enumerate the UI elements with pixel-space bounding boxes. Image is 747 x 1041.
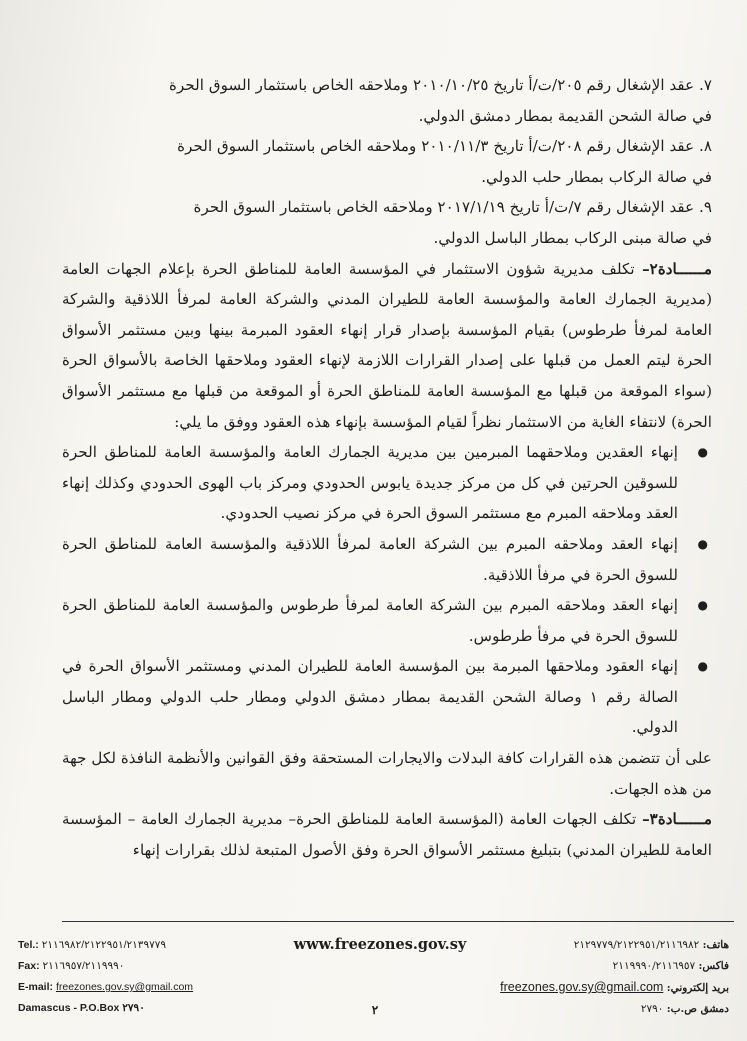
article-3-heading: مــــــادة٣– [642, 810, 713, 829]
tel-label: Tel.: [18, 939, 39, 951]
page-number: ٢ [371, 1003, 379, 1017]
item-text: عقد الإشغال رقم ٢٠٨/ت/أ تاريخ ٢٠١٠/١١/٣ وملاحقه الخاص باستثمار السوق الحرة [177, 137, 695, 156]
email-link-ar[interactable]: freezones.gov.sy@gmail.com [500, 980, 664, 994]
website-link[interactable]: www.freezones.gov.sy [293, 936, 467, 953]
phone-value-ar: ٢١٢٩٧٧٩/٢١٢٢٩٥١/٢١١٦٩٨٢ [573, 939, 700, 951]
article-2-bullet-list [62, 437, 712, 743]
bullet-item: ● إنهاء العقدين وملاحقهما المبرمين بين مديرية الجمارك العامة والمؤسسة العامة للمناطق الحرة للسوقين الحرتين في كل من مركز جديدة يابوس الحدودي ومركز باب الهوى الحدودي وكذلك إنهاء العقد وملاحقه المبرم مع مستثمر السوق الحرة في مركز نصيب الحدودي. [62, 437, 712, 529]
fax-value-ar: ٢١١٩٩٩٠/٢١١٦٩٥٧ [612, 960, 696, 972]
list-item [62, 70, 712, 131]
article-2-heading: مــــــادة٢– [642, 259, 713, 278]
bullet-item: ● إنهاء العقد وملاحقه المبرم بين الشركة العامة لمرفأ طرطوس والمؤسسة العامة للمناطق الحرة للسوق الحرة في مرفأ طرطوس. [62, 590, 712, 651]
article-3 [62, 804, 712, 865]
article-2-text: تكلف مديرية شؤون الاستثمار في المؤسسة العامة للمناطق الحرة بإعلام الجهات العامة (مديرية الجمارك العامة والمؤسسة العامة للطيران المدني والشركة العامة لمرفأ اللاذقية والشركة العامة لمرفأ طرطوس) بقيام المؤسسة بإصدار قرار إنهاء العقود المبرمة بينها وبين مستثمر الأسواق الحرة ليتم العمل من قبلها على إصدار القرارات اللازمة لإنهاء العقود وملاحقها الخاصة بالأسواق الحرة (سواء الموقعة من قبلها مع المؤسسة العامة للمناطق الحرة أو الموقعة من قبلها مع مستثمر الأسواق الحرة) لانتفاء الغاية من الاستثمار نظراً لقيام المؤسسة بإنهاء هذه العقود ووفق ما يلي: [62, 259, 712, 431]
fax-value: ٢١١٦٩٥٧/٢١١٩٩٩٠ [42, 960, 125, 972]
footer-divider [62, 921, 734, 922]
pobox-label-ar: دمشق ص.ب: [666, 1003, 729, 1015]
article-2 [62, 254, 712, 438]
item-number: ٩. [699, 198, 712, 217]
list-item [62, 131, 712, 192]
footer-contact-arabic [469, 935, 729, 1020]
tel-value: ٢١١٦٩٨٢/٢١٢٢٩٥١/٢١٣٩٧٧٩ [41, 939, 167, 951]
pobox-value-ar: ٢٧٩٠ [640, 1003, 664, 1015]
phone-label-ar: هاتف: [702, 939, 729, 951]
fax-label: Fax: [18, 960, 40, 972]
pobox-value: Damascus - P.O.Box ٢٧٩٠ [18, 1002, 145, 1014]
list-item [62, 192, 712, 253]
article-3-text: تكلف الجهات العامة (المؤسسة العامة للمناطق الحرة– مديرية الجمارك العامة – المؤسسة العامة للطيران المدني) بتبليغ مستثمر الأسواق الحرة وفق الأصول المتبعة لذلك بقرارات إنهاء [62, 810, 712, 859]
email-label: E-mail: [18, 981, 54, 993]
item-text-continued: في صالة الشحن القديمة بمطار دمشق الدولي. [418, 106, 712, 125]
fax-label-ar: فاكس: [698, 960, 729, 972]
item-text: عقد الإشغال رقم ٢٠٥/ت/أ تاريخ ٢٠١٠/١٠/٢٥ وملاحقه الخاص باستثمار السوق الحرة [169, 76, 695, 94]
email-link[interactable]: freezones.gov.sy@gmail.com [55, 981, 194, 993]
footer-contact-english [18, 935, 278, 1019]
article-2-closing: على أن تتضمن هذه القرارات كافة البدلات والايجارات المستحقة وفق القوانين والأنظمة النافذة لكل جهة من هذه الجهات. [62, 749, 712, 798]
email-label-ar: بريد إلكتروني: [666, 982, 729, 994]
item-number: ٨. [699, 137, 712, 156]
item-number: ٧. [699, 76, 712, 94]
document-body [62, 70, 712, 865]
item-text: عقد الإشغال رقم ٧/ت/أ تاريخ ٢٠١٧/١/١٩ وملاحقه الخاص باستثمار السوق الحرة [193, 198, 695, 217]
bullet-item: ● إنهاء العقود وملاحقها المبرمة بين المؤسسة العامة للطيران المدني ومستثمر الأسواق الحرة في الصالة رقم ١ وصالة الشحن القديمة بمطار دمشق الدولي ومطار حلب الدولي ومطار الباسل الدولي. [62, 651, 712, 743]
item-text-continued: في صالة الركاب بمطار حلب الدولي. [481, 167, 712, 186]
item-text-continued: في صالة مبنى الركاب بمطار الباسل الدولي. [433, 228, 712, 247]
bullet-item: ● إنهاء العقد وملاحقه المبرم بين الشركة العامة لمرفأ اللاذقية والمؤسسة العامة للمناطق الحرة للسوق الحرة في مرفأ اللاذقية. [62, 529, 712, 590]
